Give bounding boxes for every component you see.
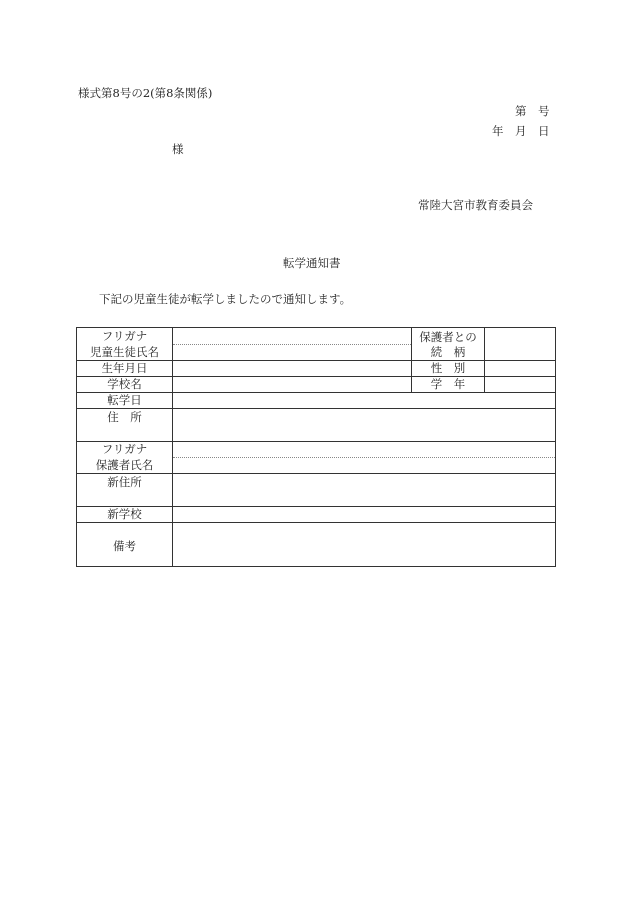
label-furigana: フリガナ: [101, 329, 148, 343]
intro-text: 下記の児童生徒が転学しましたので通知します。: [99, 292, 352, 306]
transfer-notice-table: [76, 327, 556, 567]
label-remarks: 備考: [113, 539, 136, 553]
label-grade: 学 年: [430, 377, 466, 391]
label-gender: 性 別: [430, 361, 466, 375]
document-number: 第 号: [515, 104, 550, 118]
label-guardian-furigana: フリガナ: [101, 442, 148, 456]
label-birthdate: 生年月日: [101, 361, 148, 375]
label-relation-2: 続 柄: [430, 345, 466, 359]
label-address: 住 所: [107, 410, 142, 424]
label-relation-1: 保護者との: [419, 330, 477, 344]
label-transfer-date: 転学日: [107, 393, 142, 407]
label-guardian-name: 保護者氏名: [95, 458, 154, 472]
label-student-name: 児童生徒氏名: [90, 345, 159, 359]
recipient-honorific: 様: [172, 142, 184, 156]
form-number: 様式第8号の2(第8条関係): [78, 86, 213, 100]
sender-name: 常陸大宮市教育委員会: [418, 198, 533, 212]
document-title: 転学通知書: [283, 256, 341, 270]
label-new-address: 新住所: [107, 475, 142, 489]
label-new-school: 新学校: [107, 507, 142, 521]
document-date: 年 月 日: [492, 124, 550, 138]
label-school: 学校名: [107, 377, 142, 391]
